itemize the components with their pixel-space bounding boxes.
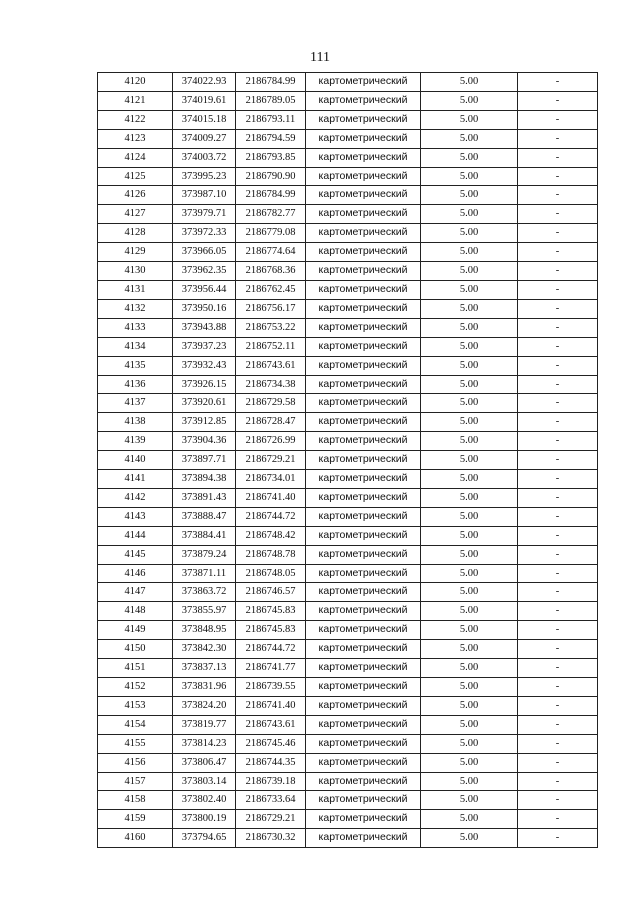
coordinates-table-body <box>98 73 598 848</box>
method-cell: картометрический <box>306 829 421 848</box>
note-cell: - <box>518 280 598 299</box>
x-coordinate-cell: 373932.43 <box>173 356 236 375</box>
method-cell: картометрический <box>306 224 421 243</box>
method-cell: картометрический <box>306 602 421 621</box>
note-cell: - <box>518 356 598 375</box>
accuracy-cell: 5.00 <box>421 715 518 734</box>
method-cell: картометрический <box>306 299 421 318</box>
method-cell: картометрический <box>306 564 421 583</box>
note-cell: - <box>518 224 598 243</box>
x-coordinate-cell: 373842.30 <box>173 640 236 659</box>
point-number-cell: 4155 <box>98 734 173 753</box>
note-cell: - <box>518 375 598 394</box>
table-row <box>98 640 598 659</box>
table-row <box>98 583 598 602</box>
y-coordinate-cell: 2186733.64 <box>236 791 306 810</box>
table-row <box>98 205 598 224</box>
note-cell: - <box>518 545 598 564</box>
y-coordinate-cell: 2186753.22 <box>236 318 306 337</box>
accuracy-cell: 5.00 <box>421 205 518 224</box>
x-coordinate-cell: 374015.18 <box>173 110 236 129</box>
x-coordinate-cell: 373987.10 <box>173 186 236 205</box>
method-cell: картометрический <box>306 621 421 640</box>
accuracy-cell: 5.00 <box>421 356 518 375</box>
point-number-cell: 4159 <box>98 810 173 829</box>
note-cell: - <box>518 488 598 507</box>
point-number-cell: 4134 <box>98 337 173 356</box>
table-row <box>98 432 598 451</box>
note-cell: - <box>518 678 598 697</box>
note-cell: - <box>518 243 598 262</box>
x-coordinate-cell: 373966.05 <box>173 243 236 262</box>
x-coordinate-cell: 373926.15 <box>173 375 236 394</box>
x-coordinate-cell: 373943.88 <box>173 318 236 337</box>
y-coordinate-cell: 2186730.32 <box>236 829 306 848</box>
y-coordinate-cell: 2186762.45 <box>236 280 306 299</box>
y-coordinate-cell: 2186744.72 <box>236 640 306 659</box>
accuracy-cell: 5.00 <box>421 621 518 640</box>
method-cell: картометрический <box>306 318 421 337</box>
point-number-cell: 4136 <box>98 375 173 394</box>
table-row <box>98 375 598 394</box>
method-cell: картометрический <box>306 810 421 829</box>
accuracy-cell: 5.00 <box>421 734 518 753</box>
note-cell: - <box>518 129 598 148</box>
accuracy-cell: 5.00 <box>421 91 518 110</box>
accuracy-cell: 5.00 <box>421 413 518 432</box>
method-cell: картометрический <box>306 715 421 734</box>
table-row <box>98 129 598 148</box>
accuracy-cell: 5.00 <box>421 318 518 337</box>
y-coordinate-cell: 2186793.85 <box>236 148 306 167</box>
y-coordinate-cell: 2186743.61 <box>236 356 306 375</box>
accuracy-cell: 5.00 <box>421 564 518 583</box>
x-coordinate-cell: 373920.61 <box>173 394 236 413</box>
method-cell: картометрический <box>306 734 421 753</box>
method-cell: картометрический <box>306 583 421 602</box>
x-coordinate-cell: 373956.44 <box>173 280 236 299</box>
table-row <box>98 451 598 470</box>
x-coordinate-cell: 374003.72 <box>173 148 236 167</box>
x-coordinate-cell: 373806.47 <box>173 753 236 772</box>
table-row <box>98 337 598 356</box>
point-number-cell: 4157 <box>98 772 173 791</box>
accuracy-cell: 5.00 <box>421 507 518 526</box>
y-coordinate-cell: 2186790.90 <box>236 167 306 186</box>
point-number-cell: 4150 <box>98 640 173 659</box>
point-number-cell: 4127 <box>98 205 173 224</box>
note-cell: - <box>518 772 598 791</box>
accuracy-cell: 5.00 <box>421 337 518 356</box>
accuracy-cell: 5.00 <box>421 696 518 715</box>
y-coordinate-cell: 2186729.21 <box>236 810 306 829</box>
table-row <box>98 715 598 734</box>
note-cell: - <box>518 432 598 451</box>
note-cell: - <box>518 451 598 470</box>
y-coordinate-cell: 2186748.42 <box>236 526 306 545</box>
point-number-cell: 4154 <box>98 715 173 734</box>
y-coordinate-cell: 2186729.58 <box>236 394 306 413</box>
table-row <box>98 678 598 697</box>
x-coordinate-cell: 373912.85 <box>173 413 236 432</box>
y-coordinate-cell: 2186744.35 <box>236 753 306 772</box>
table-row <box>98 280 598 299</box>
accuracy-cell: 5.00 <box>421 73 518 92</box>
table-row <box>98 148 598 167</box>
table-row <box>98 602 598 621</box>
x-coordinate-cell: 373884.41 <box>173 526 236 545</box>
point-number-cell: 4135 <box>98 356 173 375</box>
y-coordinate-cell: 2186794.59 <box>236 129 306 148</box>
x-coordinate-cell: 374022.93 <box>173 73 236 92</box>
point-number-cell: 4148 <box>98 602 173 621</box>
note-cell: - <box>518 167 598 186</box>
point-number-cell: 4146 <box>98 564 173 583</box>
x-coordinate-cell: 373803.14 <box>173 772 236 791</box>
point-number-cell: 4160 <box>98 829 173 848</box>
note-cell: - <box>518 394 598 413</box>
x-coordinate-cell: 373891.43 <box>173 488 236 507</box>
y-coordinate-cell: 2186782.77 <box>236 205 306 224</box>
accuracy-cell: 5.00 <box>421 167 518 186</box>
method-cell: картометрический <box>306 696 421 715</box>
table-row <box>98 224 598 243</box>
y-coordinate-cell: 2186728.47 <box>236 413 306 432</box>
x-coordinate-cell: 373800.19 <box>173 810 236 829</box>
y-coordinate-cell: 2186734.01 <box>236 470 306 489</box>
y-coordinate-cell: 2186726.99 <box>236 432 306 451</box>
x-coordinate-cell: 373814.23 <box>173 734 236 753</box>
table-row <box>98 621 598 640</box>
x-coordinate-cell: 373894.38 <box>173 470 236 489</box>
point-number-cell: 4121 <box>98 91 173 110</box>
note-cell: - <box>518 753 598 772</box>
point-number-cell: 4158 <box>98 791 173 810</box>
method-cell: картометрический <box>306 640 421 659</box>
x-coordinate-cell: 374019.61 <box>173 91 236 110</box>
note-cell: - <box>518 73 598 92</box>
y-coordinate-cell: 2186784.99 <box>236 73 306 92</box>
method-cell: картометрический <box>306 337 421 356</box>
note-cell: - <box>518 318 598 337</box>
accuracy-cell: 5.00 <box>421 602 518 621</box>
table-row <box>98 413 598 432</box>
method-cell: картометрический <box>306 791 421 810</box>
accuracy-cell: 5.00 <box>421 753 518 772</box>
accuracy-cell: 5.00 <box>421 394 518 413</box>
y-coordinate-cell: 2186745.46 <box>236 734 306 753</box>
accuracy-cell: 5.00 <box>421 432 518 451</box>
table-row <box>98 262 598 281</box>
point-number-cell: 4125 <box>98 167 173 186</box>
x-coordinate-cell: 373831.96 <box>173 678 236 697</box>
note-cell: - <box>518 715 598 734</box>
accuracy-cell: 5.00 <box>421 280 518 299</box>
note-cell: - <box>518 734 598 753</box>
method-cell: картометрический <box>306 470 421 489</box>
accuracy-cell: 5.00 <box>421 526 518 545</box>
point-number-cell: 4123 <box>98 129 173 148</box>
y-coordinate-cell: 2186739.18 <box>236 772 306 791</box>
y-coordinate-cell: 2186748.78 <box>236 545 306 564</box>
table-row <box>98 734 598 753</box>
accuracy-cell: 5.00 <box>421 583 518 602</box>
y-coordinate-cell: 2186741.40 <box>236 488 306 507</box>
note-cell: - <box>518 186 598 205</box>
point-number-cell: 4149 <box>98 621 173 640</box>
accuracy-cell: 5.00 <box>421 262 518 281</box>
x-coordinate-cell: 373972.33 <box>173 224 236 243</box>
point-number-cell: 4156 <box>98 753 173 772</box>
y-coordinate-cell: 2186748.05 <box>236 564 306 583</box>
accuracy-cell: 5.00 <box>421 772 518 791</box>
point-number-cell: 4138 <box>98 413 173 432</box>
point-number-cell: 4151 <box>98 659 173 678</box>
y-coordinate-cell: 2186746.57 <box>236 583 306 602</box>
accuracy-cell: 5.00 <box>421 129 518 148</box>
x-coordinate-cell: 373879.24 <box>173 545 236 564</box>
point-number-cell: 4145 <box>98 545 173 564</box>
accuracy-cell: 5.00 <box>421 640 518 659</box>
note-cell: - <box>518 621 598 640</box>
x-coordinate-cell: 373904.36 <box>173 432 236 451</box>
note-cell: - <box>518 810 598 829</box>
point-number-cell: 4139 <box>98 432 173 451</box>
x-coordinate-cell: 373937.23 <box>173 337 236 356</box>
x-coordinate-cell: 373848.95 <box>173 621 236 640</box>
method-cell: картометрический <box>306 167 421 186</box>
point-number-cell: 4153 <box>98 696 173 715</box>
table-row <box>98 829 598 848</box>
note-cell: - <box>518 659 598 678</box>
table-row <box>98 356 598 375</box>
method-cell: картометрический <box>306 413 421 432</box>
point-number-cell: 4152 <box>98 678 173 697</box>
note-cell: - <box>518 337 598 356</box>
point-number-cell: 4141 <box>98 470 173 489</box>
table-row <box>98 564 598 583</box>
accuracy-cell: 5.00 <box>421 829 518 848</box>
point-number-cell: 4128 <box>98 224 173 243</box>
method-cell: картометрический <box>306 659 421 678</box>
y-coordinate-cell: 2186729.21 <box>236 451 306 470</box>
method-cell: картометрический <box>306 186 421 205</box>
note-cell: - <box>518 148 598 167</box>
table-row <box>98 186 598 205</box>
point-number-cell: 4122 <box>98 110 173 129</box>
x-coordinate-cell: 373950.16 <box>173 299 236 318</box>
x-coordinate-cell: 373979.71 <box>173 205 236 224</box>
page-number: 111 <box>310 50 330 65</box>
table-row <box>98 772 598 791</box>
x-coordinate-cell: 373863.72 <box>173 583 236 602</box>
y-coordinate-cell: 2186739.55 <box>236 678 306 697</box>
method-cell: картометрический <box>306 243 421 262</box>
point-number-cell: 4126 <box>98 186 173 205</box>
accuracy-cell: 5.00 <box>421 148 518 167</box>
note-cell: - <box>518 640 598 659</box>
table-row <box>98 318 598 337</box>
method-cell: картометрический <box>306 678 421 697</box>
accuracy-cell: 5.00 <box>421 488 518 507</box>
method-cell: картометрический <box>306 91 421 110</box>
table-row <box>98 243 598 262</box>
x-coordinate-cell: 373897.71 <box>173 451 236 470</box>
method-cell: картометрический <box>306 110 421 129</box>
accuracy-cell: 5.00 <box>421 791 518 810</box>
accuracy-cell: 5.00 <box>421 810 518 829</box>
method-cell: картометрический <box>306 148 421 167</box>
note-cell: - <box>518 564 598 583</box>
point-number-cell: 4142 <box>98 488 173 507</box>
y-coordinate-cell: 2186779.08 <box>236 224 306 243</box>
x-coordinate-cell: 373962.35 <box>173 262 236 281</box>
accuracy-cell: 5.00 <box>421 678 518 697</box>
note-cell: - <box>518 413 598 432</box>
method-cell: картометрический <box>306 488 421 507</box>
note-cell: - <box>518 470 598 489</box>
accuracy-cell: 5.00 <box>421 375 518 394</box>
table-row <box>98 791 598 810</box>
method-cell: картометрический <box>306 394 421 413</box>
x-coordinate-cell: 374009.27 <box>173 129 236 148</box>
accuracy-cell: 5.00 <box>421 545 518 564</box>
accuracy-cell: 5.00 <box>421 110 518 129</box>
note-cell: - <box>518 526 598 545</box>
note-cell: - <box>518 91 598 110</box>
note-cell: - <box>518 299 598 318</box>
y-coordinate-cell: 2186741.40 <box>236 696 306 715</box>
point-number-cell: 4120 <box>98 73 173 92</box>
method-cell: картометрический <box>306 772 421 791</box>
y-coordinate-cell: 2186756.17 <box>236 299 306 318</box>
y-coordinate-cell: 2186793.11 <box>236 110 306 129</box>
y-coordinate-cell: 2186752.11 <box>236 337 306 356</box>
method-cell: картометрический <box>306 432 421 451</box>
point-number-cell: 4131 <box>98 280 173 299</box>
table-row <box>98 488 598 507</box>
method-cell: картометрический <box>306 73 421 92</box>
method-cell: картометрический <box>306 356 421 375</box>
x-coordinate-cell: 373837.13 <box>173 659 236 678</box>
y-coordinate-cell: 2186789.05 <box>236 91 306 110</box>
table-row <box>98 299 598 318</box>
accuracy-cell: 5.00 <box>421 299 518 318</box>
point-number-cell: 4143 <box>98 507 173 526</box>
table-row <box>98 696 598 715</box>
note-cell: - <box>518 829 598 848</box>
method-cell: картометрический <box>306 280 421 299</box>
y-coordinate-cell: 2186774.64 <box>236 243 306 262</box>
coordinates-table <box>97 72 598 848</box>
point-number-cell: 4137 <box>98 394 173 413</box>
note-cell: - <box>518 583 598 602</box>
method-cell: картометрический <box>306 753 421 772</box>
point-number-cell: 4132 <box>98 299 173 318</box>
x-coordinate-cell: 373794.65 <box>173 829 236 848</box>
table-row <box>98 545 598 564</box>
note-cell: - <box>518 507 598 526</box>
method-cell: картометрический <box>306 205 421 224</box>
y-coordinate-cell: 2186734.38 <box>236 375 306 394</box>
accuracy-cell: 5.00 <box>421 659 518 678</box>
x-coordinate-cell: 373824.20 <box>173 696 236 715</box>
method-cell: картометрический <box>306 451 421 470</box>
table-row <box>98 810 598 829</box>
accuracy-cell: 5.00 <box>421 451 518 470</box>
point-number-cell: 4130 <box>98 262 173 281</box>
y-coordinate-cell: 2186768.36 <box>236 262 306 281</box>
x-coordinate-cell: 373819.77 <box>173 715 236 734</box>
method-cell: картометрический <box>306 526 421 545</box>
y-coordinate-cell: 2186743.61 <box>236 715 306 734</box>
x-coordinate-cell: 373871.11 <box>173 564 236 583</box>
table-row <box>98 167 598 186</box>
note-cell: - <box>518 110 598 129</box>
table-row <box>98 394 598 413</box>
method-cell: картометрический <box>306 129 421 148</box>
table-row <box>98 110 598 129</box>
accuracy-cell: 5.00 <box>421 243 518 262</box>
accuracy-cell: 5.00 <box>421 224 518 243</box>
note-cell: - <box>518 205 598 224</box>
x-coordinate-cell: 373802.40 <box>173 791 236 810</box>
table-row <box>98 753 598 772</box>
point-number-cell: 4133 <box>98 318 173 337</box>
note-cell: - <box>518 696 598 715</box>
x-coordinate-cell: 373888.47 <box>173 507 236 526</box>
table-row <box>98 73 598 92</box>
y-coordinate-cell: 2186744.72 <box>236 507 306 526</box>
note-cell: - <box>518 791 598 810</box>
note-cell: - <box>518 602 598 621</box>
point-number-cell: 4140 <box>98 451 173 470</box>
method-cell: картометрический <box>306 375 421 394</box>
method-cell: картометрический <box>306 507 421 526</box>
table-row <box>98 507 598 526</box>
y-coordinate-cell: 2186745.83 <box>236 602 306 621</box>
method-cell: картометрический <box>306 262 421 281</box>
point-number-cell: 4129 <box>98 243 173 262</box>
y-coordinate-cell: 2186784.99 <box>236 186 306 205</box>
table-row <box>98 470 598 489</box>
note-cell: - <box>518 262 598 281</box>
accuracy-cell: 5.00 <box>421 186 518 205</box>
point-number-cell: 4147 <box>98 583 173 602</box>
point-number-cell: 4124 <box>98 148 173 167</box>
x-coordinate-cell: 373855.97 <box>173 602 236 621</box>
accuracy-cell: 5.00 <box>421 470 518 489</box>
method-cell: картометрический <box>306 545 421 564</box>
y-coordinate-cell: 2186745.83 <box>236 621 306 640</box>
x-coordinate-cell: 373995.23 <box>173 167 236 186</box>
table-row <box>98 91 598 110</box>
point-number-cell: 4144 <box>98 526 173 545</box>
table-row <box>98 526 598 545</box>
table-row <box>98 659 598 678</box>
y-coordinate-cell: 2186741.77 <box>236 659 306 678</box>
